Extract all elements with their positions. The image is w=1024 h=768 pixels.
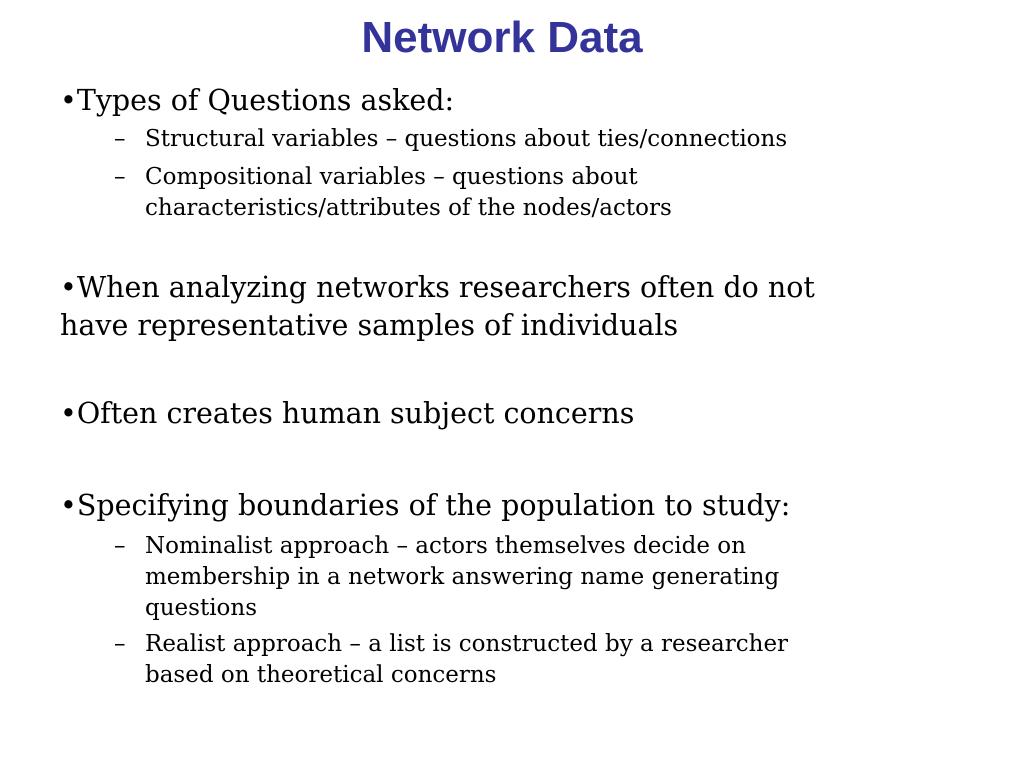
bullet-analyzing-networks <box>60 269 960 345</box>
bullet-types-of-questions <box>60 82 960 120</box>
sub-bullet-line: Realist approach – a list is constructed by a researcher <box>145 631 789 657</box>
sub-bullet-line: based on theoretical concerns <box>145 662 497 688</box>
bullet-text: Specifying boundaries of the population to study: <box>76 489 791 522</box>
sub-bullet-realist-approach <box>114 629 944 691</box>
bullet-dot: • <box>60 271 77 304</box>
sub-bullet-structural-variables <box>114 124 944 155</box>
sub-bullet-line: Compositional variables – questions about <box>145 164 638 190</box>
bullet-specifying-boundaries <box>60 487 960 525</box>
sub-bullet-line: questions <box>145 595 258 621</box>
bullet-text: Types of Questions asked: <box>76 84 455 117</box>
sub-bullet-dash: – <box>114 126 126 152</box>
sub-bullet-line: Nominalist approach – actors themselves decide on <box>145 533 746 559</box>
bullet-human-subject-concerns <box>60 395 960 433</box>
sub-bullet-compositional-variables <box>114 162 944 224</box>
bullet-text: Often creates human subject concerns <box>76 397 635 430</box>
sub-bullet-dash: – <box>114 631 126 657</box>
sub-bullet-line: membership in a network answering name generating <box>145 564 780 590</box>
sub-bullet-dash: – <box>114 164 126 190</box>
bullet-dot: • <box>60 489 77 522</box>
bullet-dot: • <box>60 84 77 117</box>
bullet-dot: • <box>60 397 77 430</box>
slide-title: Network Data <box>361 13 643 62</box>
sub-bullet-dash: – <box>114 533 126 559</box>
sub-bullet-line: characteristics/attributes of the nodes/actors <box>145 195 672 221</box>
bullet-line: When analyzing networks researchers often do not <box>76 271 815 304</box>
sub-bullet-line: Structural variables – questions about ties/connections <box>145 126 788 152</box>
bullet-line: have representative samples of individuals <box>60 309 679 342</box>
sub-bullet-nominalist-approach <box>114 531 944 624</box>
